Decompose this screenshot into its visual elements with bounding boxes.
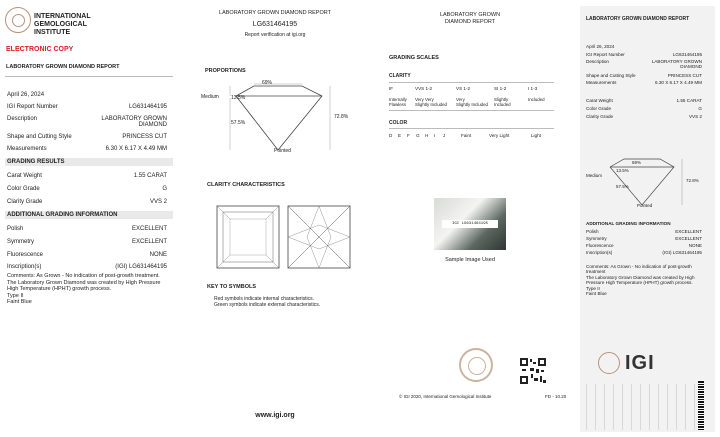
- detail-row: [586, 106, 702, 111]
- detail-row: [586, 52, 702, 57]
- detail-value: (IGI) LG631464195: [115, 264, 167, 270]
- color-description: Light: [531, 133, 541, 138]
- pavilion-percent: 57.5%: [231, 120, 246, 126]
- right-table-percent: 69%: [632, 160, 642, 165]
- detail-row: [7, 116, 167, 128]
- detail-label: IGI Report Number: [586, 52, 625, 57]
- detail-row: [7, 226, 167, 232]
- grading-scales-title: GRADING SCALES: [389, 55, 439, 61]
- sample-image-caption: Sample Image Used: [445, 257, 495, 263]
- detail-value: 1.55 CARAT: [133, 173, 167, 179]
- crown-percent: 13.5%: [231, 95, 246, 101]
- detail-label: Carat Weight: [586, 98, 613, 103]
- detail-label: Inscription(s): [7, 264, 42, 270]
- igi-seal-icon: [459, 348, 493, 382]
- detail-value: NONE: [688, 243, 702, 248]
- detail-value: 6.30 X 6.17 X 4.49 MM: [655, 80, 702, 85]
- color-letter: G: [416, 133, 420, 138]
- detail-value: LG631464195: [128, 104, 167, 110]
- right-comments: Comments: As Grown - No indication of post-growth treatment The Laboratory Grown Diamond was created by High Pressure High Temperature (HPHT) growth process. Type II Faint Blue: [586, 264, 695, 297]
- detail-label: IGI Report Number: [7, 104, 58, 110]
- key-line-red: Red symbols indicate internal characteristics.: [214, 296, 315, 302]
- detail-label: Measurements: [586, 80, 617, 85]
- detail-label: Clarity Grade: [7, 199, 43, 205]
- detail-label: Fluorescence: [586, 243, 614, 248]
- detail-label: Shape and Cutting Style: [586, 73, 636, 78]
- detail-label: Carat Weight: [7, 173, 42, 179]
- color-letter: H: [425, 133, 429, 138]
- color-description: Very Light: [489, 133, 510, 138]
- detail-value: LG631464195: [672, 52, 702, 57]
- report-verification: Report verification at igi.org: [244, 32, 306, 38]
- detail-value: (IGI) LG631464195: [662, 250, 702, 255]
- color-letter: E: [398, 133, 402, 138]
- table-percent: 69%: [262, 80, 273, 86]
- scales-footer: © IGI 2020, International Gemological Institute: [399, 394, 492, 399]
- detail-row: [7, 264, 167, 270]
- detail-row: [7, 146, 167, 152]
- left-report-date: April 26, 2024: [7, 92, 45, 98]
- electronic-copy-label: ELECTRONIC COPY: [6, 46, 74, 53]
- right-additional-title: ADDITIONAL GRADING INFORMATION: [586, 221, 671, 226]
- clarity-grade: I 1-3: [528, 86, 538, 91]
- detail-label: Symmetry: [7, 239, 34, 245]
- right-igi-logo: IGI: [625, 352, 655, 374]
- detail-label: Color Grade: [586, 106, 612, 111]
- detail-row: [7, 134, 167, 140]
- right-pavilion-percent: 57.5%: [616, 184, 629, 189]
- sample-laser-inscription: IGI LG631464195: [442, 220, 498, 228]
- detail-value: LABORATORY GROWN DIAMOND: [101, 116, 167, 128]
- girdle-label: Medium: [201, 94, 219, 100]
- color-description: Faint: [461, 133, 472, 138]
- detail-row: [586, 114, 702, 119]
- sample-diamond-image: [434, 198, 506, 250]
- barcode-icon: [698, 380, 704, 430]
- detail-row: [586, 73, 702, 78]
- left-report-title: LABORATORY GROWN DIAMOND REPORT: [6, 64, 120, 70]
- detail-row: [7, 173, 167, 179]
- clarity-scale-title: CLARITY: [389, 73, 411, 79]
- mid-report-title: LABORATORY GROWN DIAMOND REPORT: [219, 10, 331, 16]
- detail-label: Fluorescence: [7, 252, 44, 258]
- detail-label: Measurements: [7, 146, 47, 152]
- detail-label: Symmetry: [586, 236, 607, 241]
- detail-value: 1.55 CARAT: [676, 98, 702, 103]
- clarity-grade: IF: [389, 86, 394, 91]
- right-report-title: LABORATORY GROWN DIAMOND REPORT: [586, 16, 690, 22]
- detail-label: Description: [7, 116, 38, 122]
- detail-row: [586, 236, 702, 241]
- clarity-grade: SI 1-2: [494, 86, 507, 91]
- right-report-date: April 26, 2024: [586, 44, 615, 49]
- detail-label: Shape and Cutting Style: [7, 134, 72, 140]
- key-to-symbols-title: KEY TO SYMBOLS: [207, 284, 257, 290]
- detail-row: [586, 250, 702, 255]
- clarity-description: Slightly Included: [494, 97, 511, 107]
- detail-label: Clarity Grade: [586, 114, 614, 119]
- color-scale-title: COLOR: [389, 120, 408, 126]
- detail-row: [7, 239, 167, 245]
- clarity-grade: VS 1-2: [456, 86, 471, 91]
- clarity-characteristics-title: CLARITY CHARACTERISTICS: [207, 182, 285, 188]
- detail-value: NONE: [149, 252, 167, 258]
- igi-seal-logo: [5, 7, 31, 33]
- color-letter: F: [407, 133, 410, 138]
- detail-value: EXCELLENT: [675, 236, 702, 241]
- proportions-title: PROPORTIONS: [205, 68, 246, 74]
- culet-label: Pointed: [274, 148, 291, 154]
- right-igi-seal-icon: [598, 352, 620, 374]
- detail-value: PRINCESS CUT: [122, 134, 167, 140]
- detail-row: [586, 80, 702, 85]
- detail-label: Polish: [586, 229, 599, 234]
- detail-value: EXCELLENT: [131, 239, 167, 245]
- color-letter: J: [443, 133, 446, 138]
- color-letter: I: [434, 133, 436, 138]
- detail-value: EXCELLENT: [131, 226, 167, 232]
- detail-row: [586, 98, 702, 103]
- additional-info-title: ADDITIONAL GRADING INFORMATION: [5, 211, 173, 219]
- crown-view-plot: [216, 205, 282, 271]
- detail-row: [586, 243, 702, 248]
- grading-results-title: GRADING RESULTS: [5, 158, 173, 166]
- detail-value: EXCELLENT: [675, 229, 702, 234]
- detail-row: [7, 252, 167, 258]
- clarity-description: Internally Flawless: [389, 97, 407, 107]
- key-line-green: Green symbols indicate external characteristics.: [214, 302, 321, 308]
- clarity-grade: VVS 1-2: [415, 86, 433, 91]
- website-link[interactable]: www.igi.org: [255, 412, 295, 419]
- right-girdle-label: Medium: [586, 173, 603, 178]
- color-letter: D: [389, 133, 393, 138]
- detail-row: [7, 104, 167, 110]
- detail-value: PRINCESS CUT: [667, 73, 702, 78]
- form-code: FD - 10.20: [545, 394, 567, 399]
- detail-value: G: [698, 106, 702, 111]
- detail-label: Polish: [7, 226, 24, 232]
- detail-row: [7, 199, 167, 205]
- clarity-description: Included: [528, 97, 545, 102]
- right-security-strip: [586, 384, 702, 430]
- clarity-description: Very Very Slightly Included: [415, 97, 447, 107]
- detail-label: Inscription(s): [586, 250, 613, 255]
- right-depth-percent: 72.8%: [686, 178, 699, 183]
- clarity-description: Very Slightly Included: [456, 97, 488, 107]
- detail-value: LABORATORY GROWN DIAMOND: [651, 59, 702, 70]
- detail-value: 6.30 X 6.17 X 4.49 MM: [105, 146, 167, 152]
- detail-value: VVS 2: [149, 199, 167, 205]
- detail-value: G: [162, 186, 167, 192]
- scales-header: LABORATORY GROWN DIAMOND REPORT: [439, 12, 501, 25]
- detail-value: VVS 2: [688, 114, 702, 119]
- brand-name: INTERNATIONAL GEMOLOGICAL INSTITUTE: [34, 13, 91, 36]
- detail-label: Color Grade: [7, 186, 40, 192]
- depth-percent: 72.8%: [334, 114, 349, 120]
- detail-label: Description: [586, 59, 609, 64]
- left-comments: Comments: As Grown - No indication of post-growth treatment. The Laboratory Grown Diamond was created by High Pressure High Temperature (HPHT) growth process. Type II Faint Blue: [7, 273, 161, 305]
- detail-row: [586, 229, 702, 234]
- right-culet-label: Pointed: [637, 203, 653, 208]
- pavilion-view-plot: [287, 205, 353, 271]
- right-crown-percent: 13.5%: [616, 168, 629, 173]
- detail-row: [586, 59, 702, 70]
- detail-row: [7, 186, 167, 192]
- mid-report-number: LG631464195: [252, 21, 298, 28]
- qr-code-icon[interactable]: [519, 357, 547, 385]
